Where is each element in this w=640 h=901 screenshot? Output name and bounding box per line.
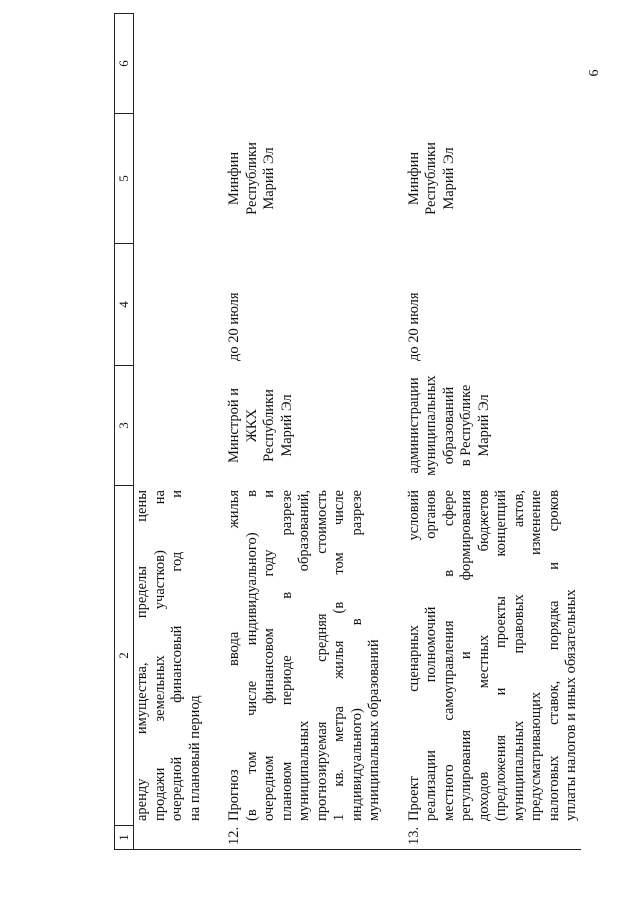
recipient-line: Минфин <box>226 151 242 206</box>
column-header: 2 <box>115 486 134 826</box>
description-line: Проект сценарных условий <box>405 490 422 821</box>
description-line: предусматривающих изменение <box>528 490 544 821</box>
description-line: муниципальных правовых актов, <box>510 490 527 821</box>
description-line: плановом периоде в разрезе <box>278 490 295 821</box>
recipient-line: Республики <box>423 142 439 215</box>
description-line: местного самоуправления в сфере <box>440 490 457 821</box>
description-line: на плановый период <box>186 695 203 821</box>
responsible-line: муниципальных <box>423 375 439 476</box>
table-row <box>406 14 581 850</box>
description-line: муниципальных образований <box>366 639 382 821</box>
row-description <box>406 486 581 826</box>
description-line: (предложения и проекты концепций <box>493 490 509 821</box>
description-line: прогнозируемая средняя стоимость <box>313 490 330 821</box>
description-line: аренду имущества, пределы цены <box>134 490 150 821</box>
row-number: 12. <box>226 826 384 850</box>
description-line: 1 кв. метра жилья (в том числе <box>331 490 347 821</box>
row-note <box>226 14 384 114</box>
description-line: (в том числе индивидуального) в <box>243 490 260 821</box>
column-header: 1 <box>115 826 134 850</box>
row-responsible <box>134 366 205 486</box>
responsible-line: образований <box>440 386 457 465</box>
row-responsible <box>226 366 384 486</box>
description-line: индивидуального) в разрезе <box>348 490 365 821</box>
responsible-line: Минстрой и <box>226 388 242 464</box>
page-number: 6 <box>587 69 602 77</box>
description-line: налоговых ставок, порядка и сроков <box>545 490 562 821</box>
description-line: реализации полномочий органов <box>423 490 439 821</box>
description-line: Прогноз ввода жилья <box>226 490 242 821</box>
row-description <box>226 486 384 826</box>
column-number-row <box>115 14 134 850</box>
table-row <box>134 14 205 850</box>
column-header: 3 <box>115 366 134 486</box>
responsible-line: Республики <box>261 389 277 462</box>
table-row <box>226 14 384 850</box>
row-deadline <box>134 244 205 366</box>
description-line: регулирования и формирования <box>458 490 474 821</box>
row-recipient <box>134 114 205 244</box>
description-line: продажи земельных участков) на <box>151 490 168 821</box>
responsible-line: Марий Эл <box>278 394 295 457</box>
row-responsible <box>406 366 581 486</box>
row-description <box>134 486 205 826</box>
row-deadline: до 20 июля <box>405 292 422 361</box>
responsible-line: Марий Эл <box>475 394 492 457</box>
column-header: 6 <box>115 14 134 114</box>
document-sheet <box>114 14 608 850</box>
recipient-line: Марий Эл <box>440 147 457 210</box>
row-note <box>406 14 581 114</box>
recipient-line: Минфин <box>405 151 422 206</box>
row-note <box>134 14 205 114</box>
row-number: 13. <box>406 826 581 850</box>
row-recipient <box>406 114 581 244</box>
description-line: муниципальных образований, <box>296 490 312 821</box>
description-line: очередном финансовом году и <box>261 490 277 821</box>
row-deadline: до 20 июля <box>226 292 242 361</box>
row-number <box>134 826 205 850</box>
recipient-line: Республики <box>243 142 260 215</box>
responsible-line: в Республике <box>458 384 474 467</box>
recipient-line: Марий Эл <box>261 147 277 210</box>
plan-table <box>114 13 581 850</box>
responsible-line: ЖКХ <box>243 408 260 443</box>
column-header: 4 <box>115 244 134 366</box>
description-line: уплаты налогов и иных обязательных <box>563 589 579 821</box>
column-header: 5 <box>115 114 134 244</box>
description-line: доходов местных бюджетов <box>475 490 492 821</box>
row-recipient <box>226 114 384 244</box>
description-line: очередной финансовый год и <box>169 490 185 821</box>
responsible-line: администрации <box>405 377 422 474</box>
